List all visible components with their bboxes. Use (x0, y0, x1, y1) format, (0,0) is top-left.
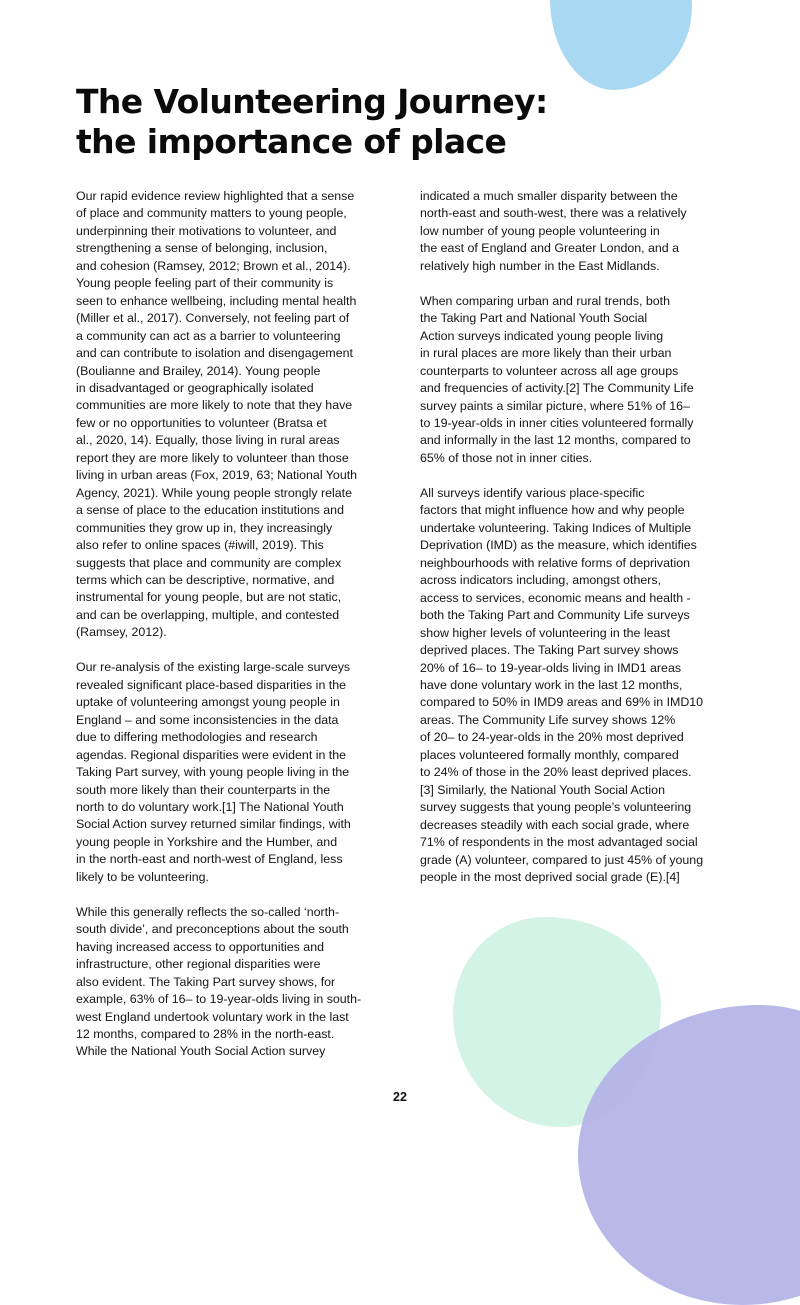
paragraph: While this generally reflects the so-called ‘north- south divide’, and preconceptions about the south having increased access to opportunities and infrastructure, other regional disparities were also evident. The Taking Part survey shows, for example, 63% of 16– to 19-year-olds living in south- west England undertook voluntary work in the last 12 months, compared to 28% in the north-east. While the National Youth Social Action survey (76, 904, 362, 1059)
paragraph: When comparing urban and rural trends, both the Taking Part and National Youth Social Action surveys indicated young people living in rural places are more likely than their urban counterparts to volunteer across all age groups and frequencies of activity.[2] The Community Life survey paints a similar picture, where 51% of 16– to 19-year-olds in inner cities volunteered formally and informally in the last 12 months, compared to 65% of those not in inner cities. (420, 293, 694, 465)
page-title (76, 82, 636, 162)
decorative-blue-blob (550, 0, 692, 90)
right-column (420, 188, 728, 904)
paragraph: Our rapid evidence review highlighted that a sense of place and community matters to young people, underpinning their motivations to volunteer, and strengthening a sense of belonging, inclusion, and cohesion (Ramsey, 2012; Brown et al., 2014). Young people feeling part of their community is seen to enhance wellbeing, including mental health (Miller et al., 2017). Conversely, not feeling part of a community can act as a barrier to volunteering and can contribute to isolation and disengagement (Boulianne and Brailey, 2014). Young people in disadvantaged or geographically isolated communities are more likely to note that they have few or no opportunities to volunteer (Bratsa et al., 2020, 14). Equally, those living in rural areas report they are more likely to volunteer than those living in urban areas (Fox, 2019, 63; National Youth Agency, 2021). While young people strongly relate a sense of place to the education institutions and communities they grow up in, they increasingly also refer to online spaces (#iwill, 2019). This suggests that place and community are complex terms which can be descriptive, normative, and instrumental for young people, but are not static, and can be overlapping, multiple, and contested (Ramsey, 2012). (76, 189, 358, 640)
paragraph: All surveys identify various place-specific factors that might influence how and why people undertake volunteering. Taking Indices of Multiple Deprivation (IMD) as the measure, which identifies neighbourhoods with relative forms of deprivation across indicators including, amongst others, access to services, economic means and health - both the Taking Part and Community Life surveys show higher levels of volunteering in the least deprived places. The Taking Part survey shows 20% of 16– to 19-year-olds living in IMD1 areas have done voluntary work in the last 12 months, compared to 50% in IMD9 areas and 69% in IMD10 areas. The Community Life survey shows 12% of 20– to 24-year-olds in the 20% most deprived places volunteered formally monthly, compared to 24% of those in the 20% least deprived places. [3] Similarly, the National Youth Social Action survey suggests that young people’s volunteering decreases steadily with each social grade, where 71% of respondents in the most advantaged social grade (A) volunteer, compared to just 45% of young people in the most deprived social grade (E).[4] (420, 485, 704, 884)
paragraph: Our re-analysis of the existing large-scale surveys revealed significant place-based disparities in the uptake of volunteering amongst young people in England – and some inconsistencies in the data due to differing methodologies and research agendas. Regional disparities were evident in the Taking Part survey, with young people living in the south more likely than their counterparts in the north to do voluntary work.[1] The National Youth Social Action survey returned similar findings, with young people in Yorkshire and the Humber, and in the north-east and north-west of England, less likely to be volunteering. (76, 660, 351, 884)
paragraph: indicated a much smaller disparity between the north-east and south-west, there was a relatively low number of young people volunteering in the east of England and Greater London, and a relatively high number in the East Midlands. (420, 189, 687, 273)
title-text: The Volunteering Journey: the importance of place (76, 82, 548, 161)
left-column (76, 188, 386, 1079)
page-number: 22 (393, 1090, 407, 1104)
